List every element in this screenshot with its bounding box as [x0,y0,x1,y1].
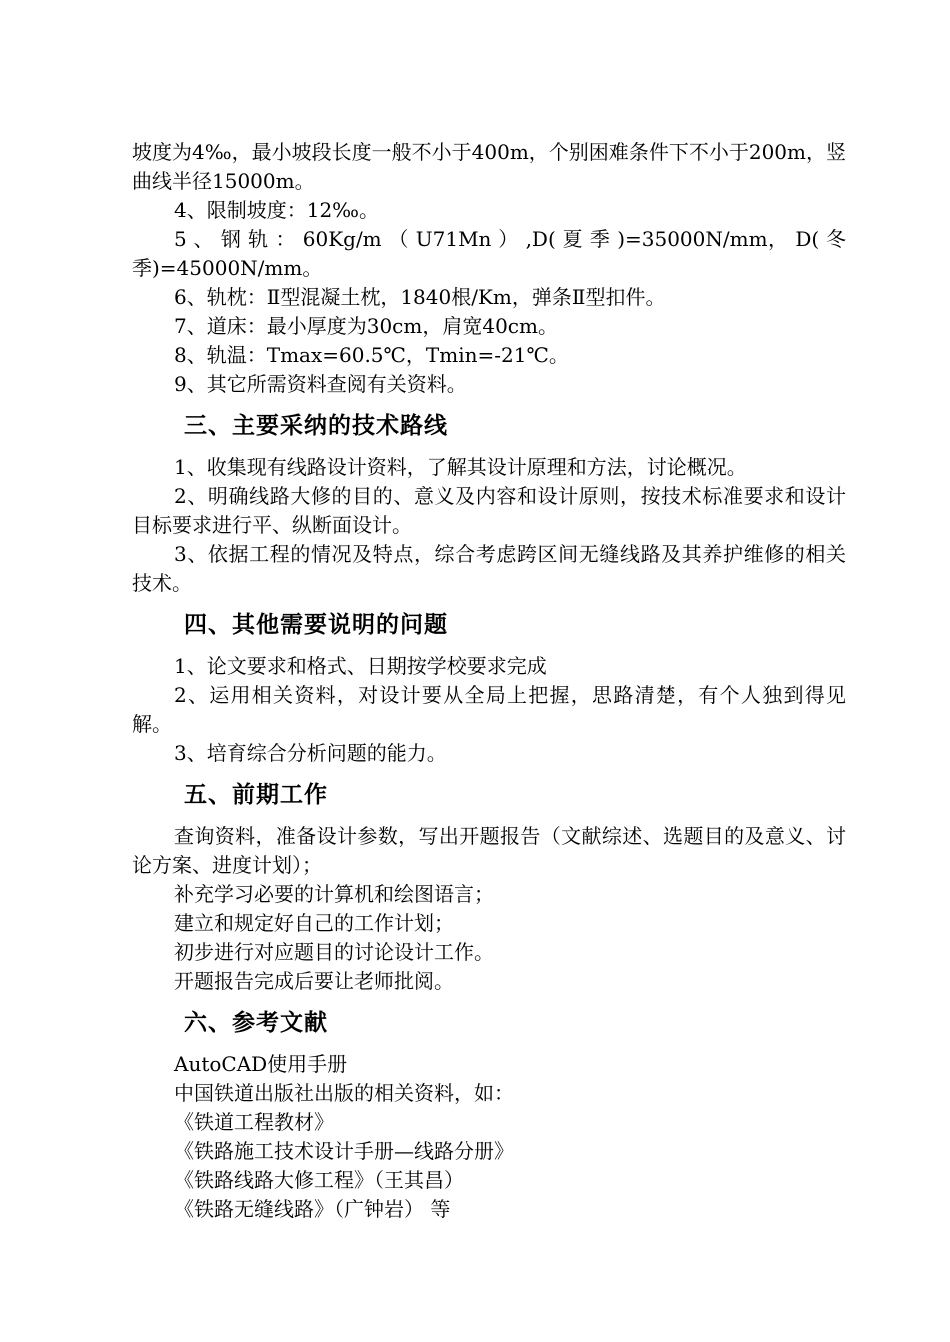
section-three-item-1: 1、收集现有线路设计资料，了解其设计原理和方法，讨论概况。 [174,455,747,479]
item-rail: 5 、 钢 轨 ： 60Kg/m （ U71Mn ） ,D( 夏 季 )=35000N/mm， D( 冬季)=45000N/mm。 [132,227,846,280]
section-five-line-1: 查询资料，准备设计参数，写出开题报告（文献综述、选题目的及意义、讨论方案、进度计划）； [132,824,846,877]
reference-item: 中国铁道出版社出版的相关资料，如： [174,1081,514,1105]
section-five-line-5: 开题报告完成后要让老师批阅。 [174,969,454,993]
section-six-heading: 六、参考文献 [184,1010,328,1036]
item-other-materials: 9、其它所需资料查阅有关资料。 [174,372,467,396]
section-five-line-2: 补充学习必要的计算机和绘图语言； [174,882,494,906]
document-page [132,138,846,1224]
item-rail-temperature: 8、轨温：Tmax=60.5℃，Tmin=-21℃。 [174,343,569,367]
reference-item: 《铁路施工技术设计手册—线路分册》 [174,1139,514,1163]
section-five-line-4: 初步进行对应题目的讨论设计工作。 [174,940,494,964]
section-four-item-3: 3、培育综合分析问题的能力。 [174,741,447,765]
section-four-heading: 四、其他需要说明的问题 [184,612,448,638]
reference-item: 《铁路无缝线路》（广钟岩） 等 [174,1197,451,1221]
reference-item: 《铁道工程教材》 [174,1110,334,1134]
reference-item: 《铁路线路大修工程》（王其昌） [174,1168,464,1192]
section-four-item-2: 2、运用相关资料，对设计要从全局上把握，思路清楚，有个人独到得见解。 [132,683,846,736]
item-ballast-bed: 7、道床：最小厚度为30cm，肩宽40cm。 [174,314,558,338]
section-five-heading: 五、前期工作 [184,782,328,808]
section-five-line-3: 建立和规定好自己的工作计划； [174,911,454,935]
reference-item: AutoCAD使用手册 [174,1052,348,1076]
section-three-item-3: 3、依据工程的情况及特点，综合考虑跨区间无缝线路及其养护维修的相关技术。 [132,542,846,595]
slope-paragraph: 坡度为4‰，最小坡段长度一般不小于400m，个别困难条件下不小于200m，竖曲线半径15000m。 [132,140,846,193]
section-three-heading: 三、主要采纳的技术路线 [184,413,448,439]
section-three-item-2: 2、明确线路大修的目的、意义及内容和设计原则，按技术标准要求和设计目标要求进行平、纵断面设计。 [132,484,846,537]
item-sleeper: 6、轨枕：Ⅱ型混凝土枕，1840根/Km，弹条Ⅱ型扣件。 [174,285,666,309]
section-four-item-1: 1、论文要求和格式、日期按学校要求完成 [174,654,547,678]
item-limit-grade: 4、限制坡度：12‰。 [174,198,380,222]
